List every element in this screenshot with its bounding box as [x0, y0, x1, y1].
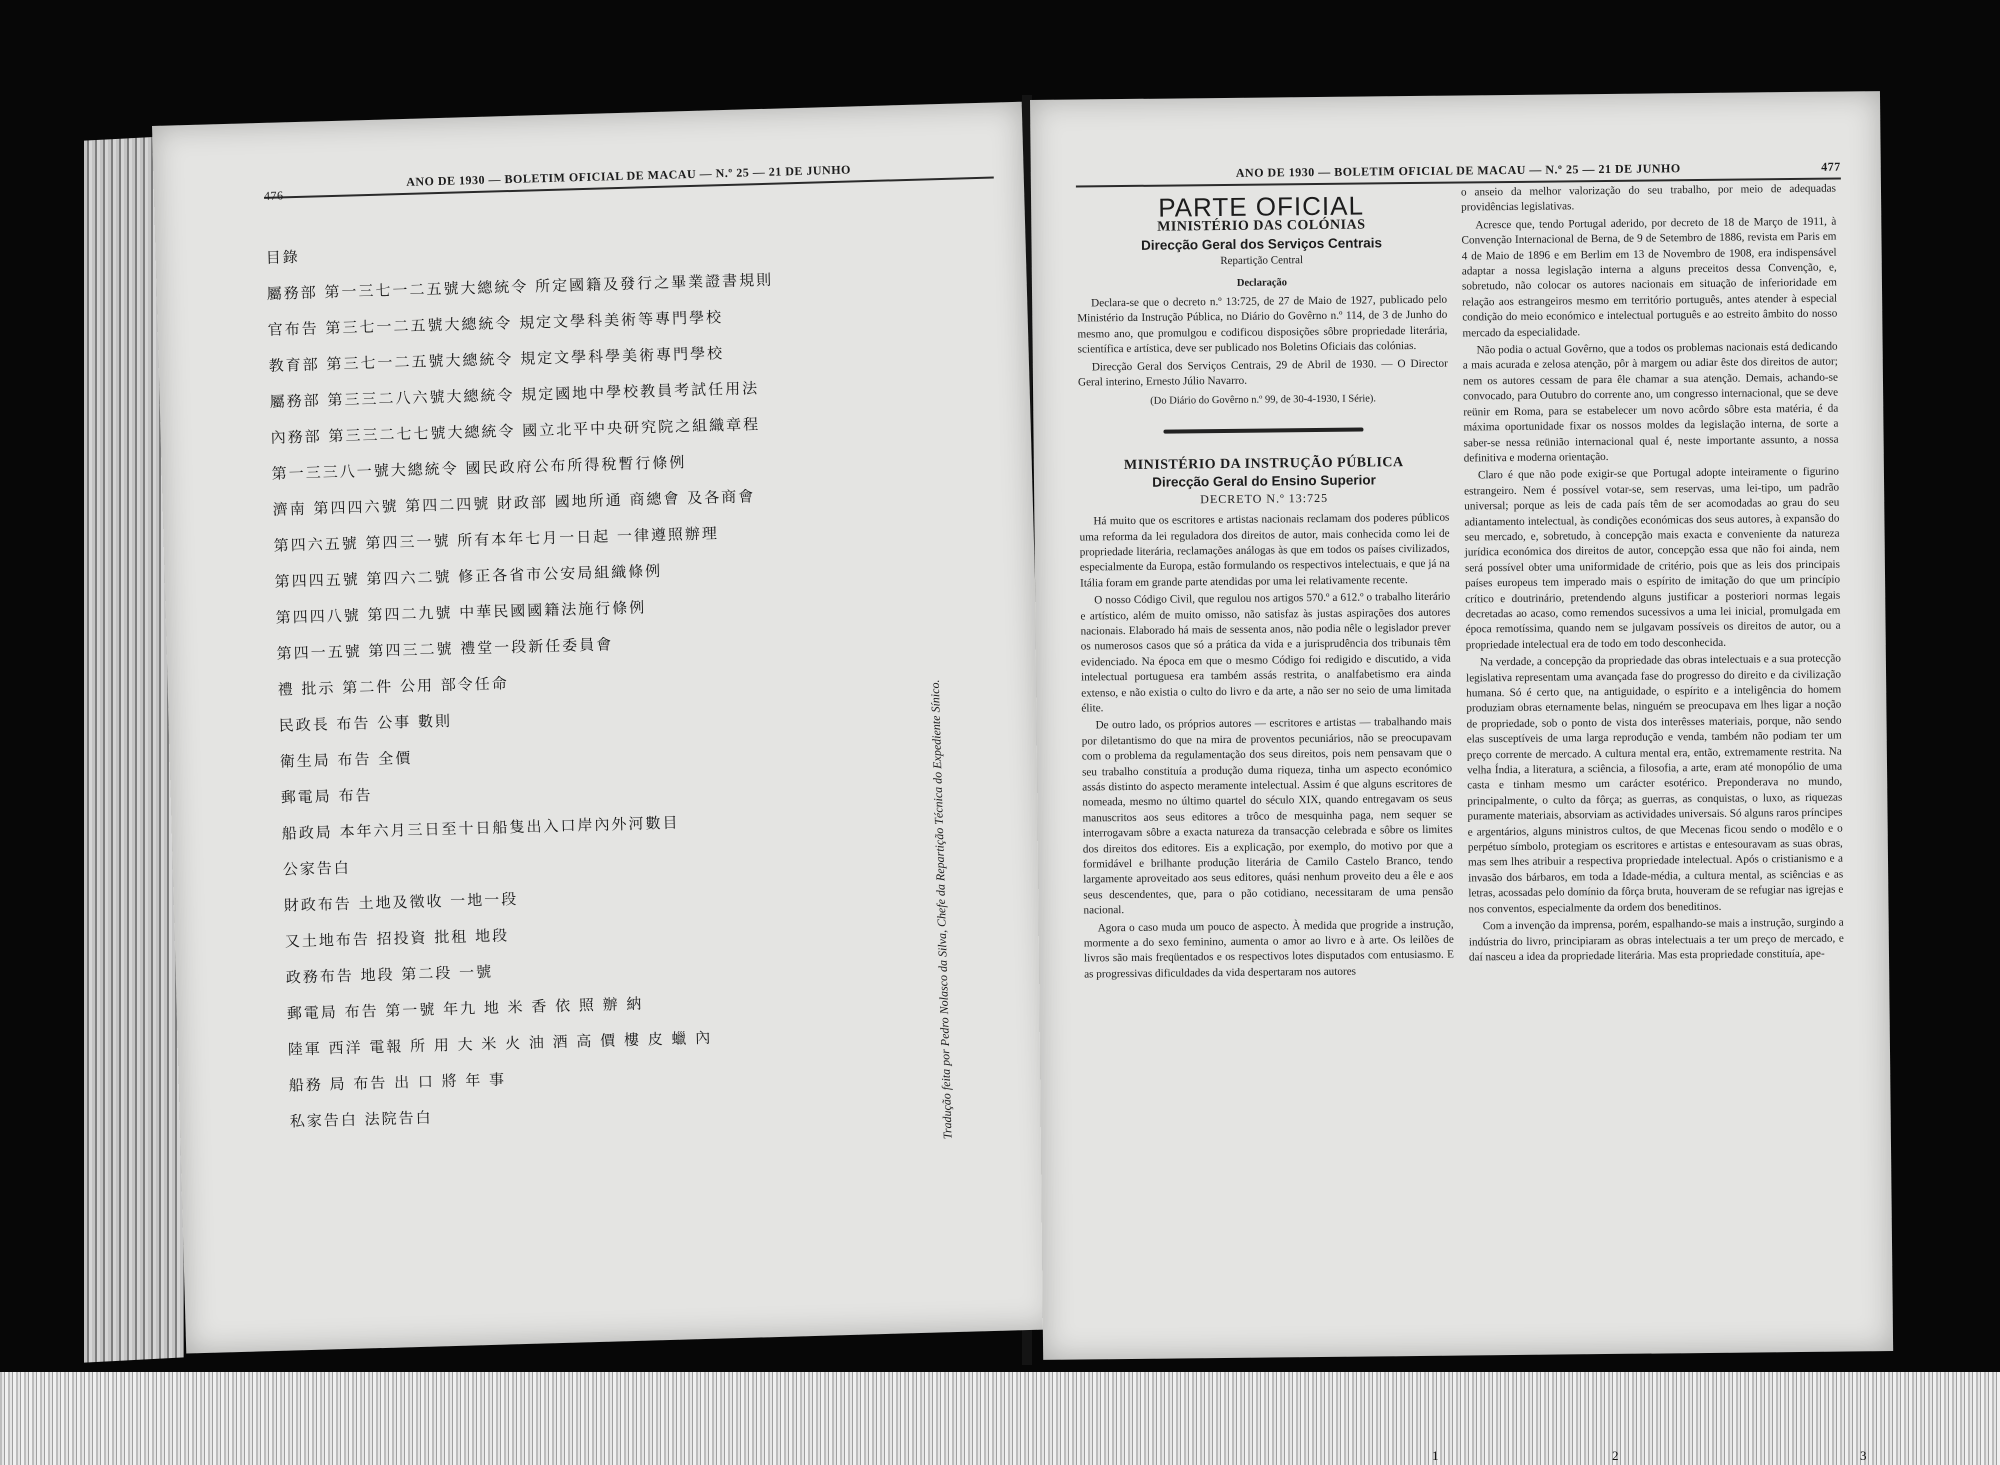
left-page: [152, 102, 1056, 1354]
parte-oficial-heading: PARTE OFICIAL: [1158, 190, 1365, 223]
index-entry: 陸軍 西洋 電報 所 用 大 米 火 油 酒 高 價 樓 皮 蠟 內: [287, 1028, 713, 1059]
right-page: [1030, 91, 1893, 1360]
index-entry: 船政局 本年六月三日至十日船隻出入口岸內外河數目: [281, 813, 680, 843]
section-divider: [1163, 427, 1363, 433]
right-page-number: 477: [1821, 159, 1841, 174]
index-entry: 濟南 第四四六號 第四二四號 財政部 國地所通 商總會 及各商會: [272, 487, 756, 519]
directorate-higher-ed-heading: Direcção Geral do Ensino Superior: [1152, 472, 1376, 491]
index-entry: 屬務部 第三三二八六號大總統令 規定國地中學校教員考試任用法: [269, 379, 760, 411]
index-entry: 第四四五號 第四六二號 修正各省市公安局組織條例: [274, 561, 663, 591]
decree-paragraph: Claro é que não pode exigir-se que Portugal adopte inteiramente o figurino estrangeiro. Nem é possível votar-se, sem reservas, uma lei-tipo, um padrão universal; porque as leis de cada país têm de ser acomodadas ao grau do seu adiantamento intelectual, às condições económicas dos seus autores, à expansão do seu mercado, e, sobretudo, à concepção mais exacta e conveniente da natureza jurídica económica dos direitos de autor, concepção essa que não foi ainda, nem será possível obter uma uniformidade de critério, pois que as leis dos principais países europeus tem imperado mais o espírito de imitação do que um princípio crítico e doutrinário, pretendendo alguns justificar a posteriori normas legais decretadas ao acaso, como remendos sucessivos a uma lei inicial, promulgada em época remotíssima, quando nem se julgavam possíveis os direitos de autor, ou a propriedade intelectual era de todo em todo desconhecida.: [1464, 465, 1841, 652]
translation-credit: Tradução feita por Pedro Nolasco da Silva, Chefe da Repartição Técnica do Expediente Sínico.: [927, 679, 955, 1140]
index-entry: 民政長 布告 公事 數則: [278, 711, 453, 735]
index-entry: 第四一五號 第四三二號 禮堂一段新任委員會: [276, 635, 614, 663]
index-entry: 船務 局 布告 出 口 將 年 事: [288, 1070, 507, 1095]
directorate-heading: Direcção Geral dos Serviços Centrais: [1141, 235, 1383, 253]
index-entry: 郵電局 布告 第一號 年九 地 米 香 依 照 辦 納: [286, 994, 644, 1023]
ministry-instruction-heading: MINISTÉRIO DA INSTRUÇÃO PÚBLICA: [1123, 454, 1404, 473]
decree-paragraph: O nosso Código Civil, que regulou nos artigos 570.º a 612.º o trabalho literário e artístico, além de muito omisso, não satisfaz às justas aspirações dos autores nacionais. Elaborado há mais de sessenta anos, não podia nêle o legislador prever os numerosos casos que só a prática da vida e a jurisprudência dos tribunais têm evidenciado. Na época em que o mesmo Código foi redigido e discutido, a vida intelectual portuguesa era também assás restrita, o analfabetismo era ainda extenso, e não existia o culto do livro e da arte, a não ser no seio de uma limitada élite.: [1080, 590, 1452, 715]
decree-paragraph: Acresce que, tendo Portugal aderido, por decreto de 18 de Março de 1911, à Convenção Internacional de Berna, de 9 de Setembro de 1886, revista em Paris em 4 de Maio de 1896 e em Berlim em 13 de Novembro de 1908, era indispensável adaptar a nossa legislação interna a alguns preceitos dessa Convenção, e, sobretudo, não colocar os autores nacionais em situação de inferioridade em relação aos estrangeiros mesmo em território português, antes atender à especial condição do meio económico e intelectual português e ao estreito âmbito do nosso mercado da especialidade.: [1461, 215, 1838, 340]
ministry-colonies-heading: MINISTÉRIO DAS COLÓNIAS: [1157, 217, 1366, 236]
bottom-mark: 3: [1860, 1448, 1867, 1463]
index-entry: 官布告 第三七一二五號大總統令 規定文學科美術等專門學校: [267, 308, 724, 339]
bottom-mark: 2: [1612, 1448, 1619, 1463]
index-entry: 郵電局 布告: [280, 786, 373, 807]
decree-paragraph: Não podia o actual Govêrno, que a todos os problemas nacionais está dedicando a mais acurada e zelosa atenção, pôr à margem ou adiar êste dos direitos de autor; nem os autores cessam de para êle chamar a sua atenção. Demais, achando-se convocado, para Outubro do corrente ano, um congresso internacional, que se deve reünir em Roma, para se estabelecer um novo acôrdo sôbre esta matéria, é da máxima oportunidade fixar os nossos moldes da legislação interna, de sorte a saber-se nessa reünião internacional qual é, neste importante assunto, a nossa definitiva e moderna orientação.: [1462, 340, 1839, 465]
index-entry: 政務布告 地段 第二段 一號: [285, 962, 494, 987]
bottom-mark: 1: [1432, 1448, 1439, 1463]
decree-paragraph: Agora o caso muda um pouco de aspecto. À medida que progride a instrução, mormente a do sexo feminino, aumenta o amor ao livro e à arte. Os leilões de livros são mais freqüentados e os respectivos lotes disputados com entusiasmo. E as progressivas dificuldades da vida despertaram nos autores: [1083, 918, 1455, 981]
decree-paragraph: o anseio da melhor valorização do seu trabalho, por meio de adequadas providências legislativas.: [1460, 182, 1837, 214]
index-entry: 衛生局 布告 全價: [279, 748, 413, 771]
section-heading: Repartição Central: [1220, 254, 1304, 268]
decree-paragraph: Há muito que os escritores e artistas nacionais reclamam dos poderes públicos uma reforma da lei reguladora dos direitos de autor, mais conhecida como lei de propriedade literária, reclamações análogas às que em todos os países civilizados, especialmente da Europa, estão formulando os respectivos intelectuais, e que já na Itália foram em grande parte atendidas por uma lei relativamente recente.: [1079, 511, 1450, 590]
index-entry: 內務部 第三三二七七號大總統令 國立北平中央研究院之組織章程: [270, 415, 761, 447]
declaration-heading: Declaração: [1236, 276, 1288, 289]
scan-bottom-marks: [0, 1448, 2000, 1465]
right-running-title: ANO DE 1930 — BOLETIM OFICIAL DE MACAU — N.º 25 — 21 DE JUNHO: [1235, 161, 1681, 180]
decree-paragraph: Com a invenção da imprensa, porém, espalhando-se mais a instrução, surgindo a indústria do livro, principiaram as obras intelectuais a ter um preço de mercado, e daí nasceu a idea da propriedade literária. Mas esta propriedade constituía, ape-: [1468, 916, 1844, 964]
right-page-right-column: [1461, 182, 1844, 968]
index-entry: 第四四八號 第四二九號 中華民國國籍法施行條例: [275, 598, 647, 627]
declaration-text: Declara-se que o decreto n.º 13:725, de 27 de Maio de 1927, publicado pelo Ministério da Instrução Pública, no Diário do Govêrno n.º 114, de 3 de Junho do mesmo ano, que promulgou e codificou disposições sôbre propriedade literária, scientífica e artística, deve ser publicado nos Boletins Oficiais das colónias.: [1077, 293, 1448, 356]
index-entry: 禮 批示 第二件 公用 部令任命: [277, 674, 510, 699]
index-entry: 目錄: [265, 247, 300, 267]
decree-paragraph: Na verdade, a concepção da propriedade das obras intelectuais e a sua protecção legislativa representam uma avançada fase do progresso do direito e da civilização humana. Só é certo que, na antiguidade, o espírito e a inteligência do homem produziam obras eternamente belas, ninguém se preocupava em lhes ligar a noção de propriedade, sob o ponto de vista dos interêsses materiais, porque, não sendo elas susceptíveis de uma larga reprodução e venda, também não podiam ter um preço corrente de mercado. A cultura mental era, então, extremamente restrita. Na velha Índia, a literatura, a sciência, a filosofia, a arte, eram até monopólio de uma casta e tinham mesmo um carácter esotérico. Preponderava no mundo, principalmente, o culto da fôrça; as guerras, as conquistas, o luxo, as riquezas puramente materiais, absorviam as actividades universais. Só alguns raros príncipes e argentários, alguns ministros cultos, de que Mecenas ficou sendo o modêlo e o perpétuo símbolo, protegiam os escritores e artistas e entesouravam as suas obras, mas sem lhes atribuir a respectiva propriedade intelectual. Após o cristianismo e a invasão dos bárbaros, em toda a Idade-média, a cultura mental, as sciências e as letras, acossadas pelo domínio da fôrça bruta, houveram de se refugiar nas igrejas e nos conventos, especialmente da ordem dos beneditinos.: [1466, 652, 1844, 916]
right-page-left-column: [1076, 190, 1455, 985]
left-running-title: ANO DE 1930 — BOLETIM OFICIAL DE MACAU — N.º 25 — 21 DE JUNHO: [406, 162, 852, 189]
left-running-head: [263, 159, 994, 203]
index-entry: 屬務部 第一三七一二五號大總統令 所定國籍及發行之畢業證書規則: [266, 270, 774, 303]
decree-paragraph: De outro lado, os próprios autores — escritores e artistas — trabalhando mais por diletantismo do que na mira de proventos pecuniários, não se preocupavam com o problema da regulamentação dos seus direitos, pois nem pensavam que o seu trabalho constituía a produção duma riqueza, tinha um aspecto económico assás distinto do aspecto meramente intelectual. Assim é que alguns escritores de nomeada, mesmo no último quartel do século XIX, quando entregavam os seus manuscritos aos seus editores a trôco de mesquinha paga, nem sequer se interrogavam sôbre a exacta natureza da transacção celebrada e sôbre os limites dos direitos dos editores. Eis a explicação, por exemplo, do motivo por que a formidável e brilhante produção literária de Camilo Castelo Branco, tendo largamente aproveitado aos seus editores, quási nenhum proveito deu a êle e aos seus descendentes, que, para o pão cotidiano, necessitaram de uma pensão nacional.: [1081, 715, 1454, 917]
index-entry: 第四六五號 第四三一號 所有本年七月一日起 一律遵照辦理: [273, 524, 720, 555]
index-entry: 教育部 第三七一二五號大總統令 規定文學科學美術專門學校: [268, 344, 725, 375]
index-entry: 公家告白: [282, 858, 352, 879]
index-entry: 財政布告 土地及徵收 一地一段: [283, 890, 519, 915]
chinese-index: [265, 195, 996, 1334]
decree-heading: DECRETO N.º 13:725: [1200, 490, 1329, 506]
left-page-number: 476: [263, 188, 284, 203]
place-date-signature: Direcção Geral dos Serviços Centrais, 29 de Abril de 1930. — O Director Geral interino, Ernesto Júlio Navarro.: [1077, 357, 1448, 389]
source-note: (Do Diário do Govêrno n.º 99, de 30-4-1930, I Série).: [1150, 393, 1377, 408]
index-entry: 又土地布告 招投資 批租 地段: [284, 926, 510, 951]
index-entry: 私家告白 法院告白: [289, 1108, 433, 1131]
index-entry: 第一三三八一號大總統令 國民政府公布所得稅暫行條例: [271, 453, 687, 483]
